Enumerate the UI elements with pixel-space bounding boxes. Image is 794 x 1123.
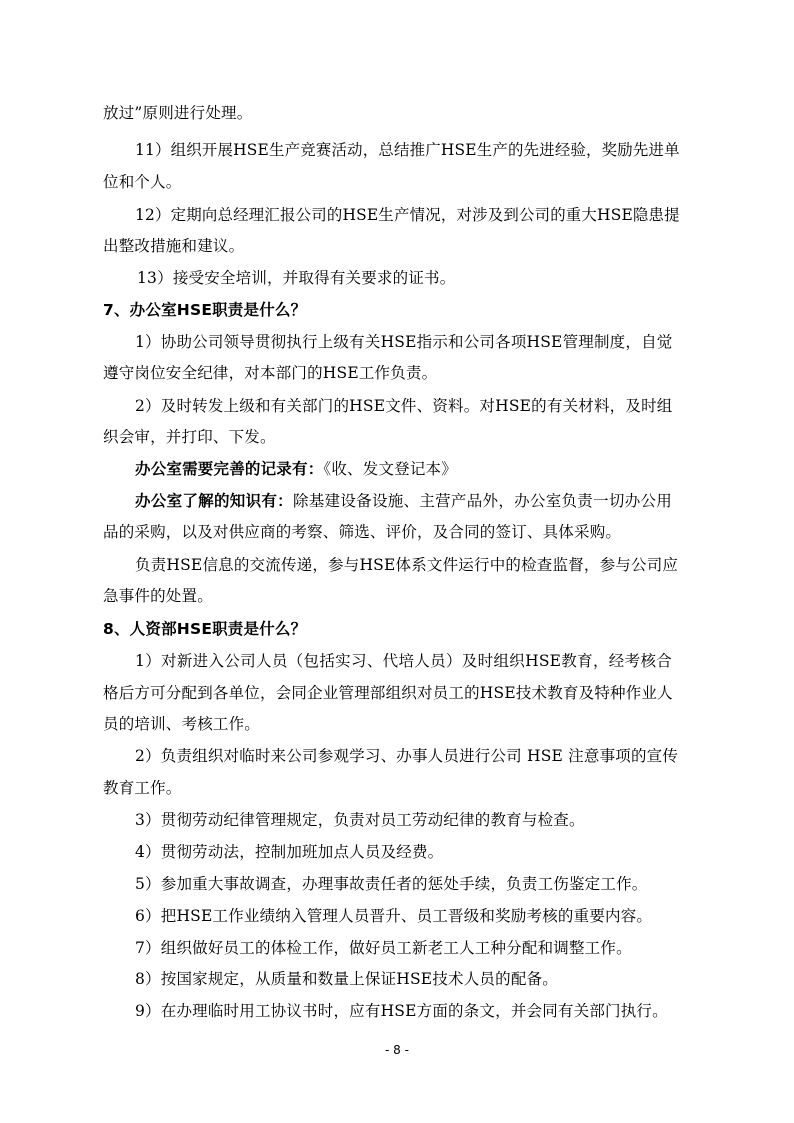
text-line: 出整改措施和建议。 [103, 237, 245, 255]
record-value: 《收、发文登记本》 [323, 460, 457, 478]
text-line: 3）贯彻劳动纪律管理规定，负责对员工劳动纪律的教育与检查。 [135, 811, 585, 829]
text-line: 品的采购，以及对供应商的考察、筛选、评价，及合同的签订、具体采购。 [103, 523, 622, 541]
text-line: 8）按国家规定，从质量和数量上保证HSE技术人员的配备。 [135, 970, 558, 988]
text-line: 员的培训、考核工作。 [103, 715, 261, 733]
text-line: 6）把HSE工作业绩纳入管理人员晋升、员工晋级和奖励考核的重要内容。 [135, 907, 653, 925]
text-line: 5）参加重大事故调查，办理事故责任者的惩处手续，负责工伤鉴定工作。 [135, 875, 648, 893]
text-line: 11）组织开展HSE生产竞赛活动，总结推广HSE生产的先进经验，奖励先进单 [135, 141, 680, 159]
knowledge-label: 办公室了解的知识有： [135, 492, 293, 510]
text-line: 9）在办理临时用工协议书时，应有HSE方面的条文，并会同有关部门执行。 [135, 1002, 668, 1020]
text-line: 放过”原则进行处理。 [103, 104, 253, 122]
section-heading: 8、人资部HSE职责是什么？ [103, 620, 307, 638]
text-line: 教育工作。 [103, 779, 182, 797]
text-line: 12）定期向总经理汇报公司的HSE生产情况，对涉及到公司的重大HSE隐患提 [135, 206, 680, 224]
text-line [135, 491, 672, 511]
text-line: 2）及时转发上级和有关部门的HSE文件、资料。对HSE的有关材料，及时组 [135, 397, 673, 415]
text-line: 13）接受安全培训，并取得有关要求的证书。 [137, 269, 456, 287]
text-line: 急事件的处置。 [103, 587, 213, 605]
text-line: 格后方可分配到各单位，会同企业管理部组织对员工的HSE技术教育及特种作业人 [103, 684, 673, 702]
text-line: 遵守岗位安全纪律，对本部门的HSE工作负责。 [103, 364, 438, 382]
text-line: 4）贯彻劳动法，控制加班加点人员及经费。 [135, 843, 444, 861]
text-line: 7）组织做好员工的体检工作，做好员工新老工人工种分配和调整工作。 [135, 939, 632, 957]
text-line: 负责HSE信息的交流传递，参与HSE体系文件运行中的检查监督，参与公司应 [135, 556, 679, 574]
text-line: 1）对新进入公司人员（包括实习、代培人员）及时组织HSE教育，经考核合 [135, 652, 672, 670]
page-number: - 8 - [385, 1043, 409, 1057]
knowledge-value: 除基建设备设施、主营产品外，办公室负责一切办公用 [292, 492, 672, 510]
text-line: 位和个人。 [103, 173, 182, 191]
record-label: 办公室需要完善的记录有： [135, 460, 324, 478]
text-line: 2）负责组织对临时来公司参观学习、办事人员进行公司 HSE 注意事项的宣传 [135, 747, 679, 765]
text-line: 织会审，并打印、下发。 [103, 428, 276, 446]
text-line [135, 459, 457, 479]
text-line: 1）协助公司领导贯彻执行上级有关HSE指示和公司各项HSE管理制度，自觉 [135, 333, 673, 351]
section-heading: 7、办公室HSE职责是什么？ [103, 301, 307, 319]
